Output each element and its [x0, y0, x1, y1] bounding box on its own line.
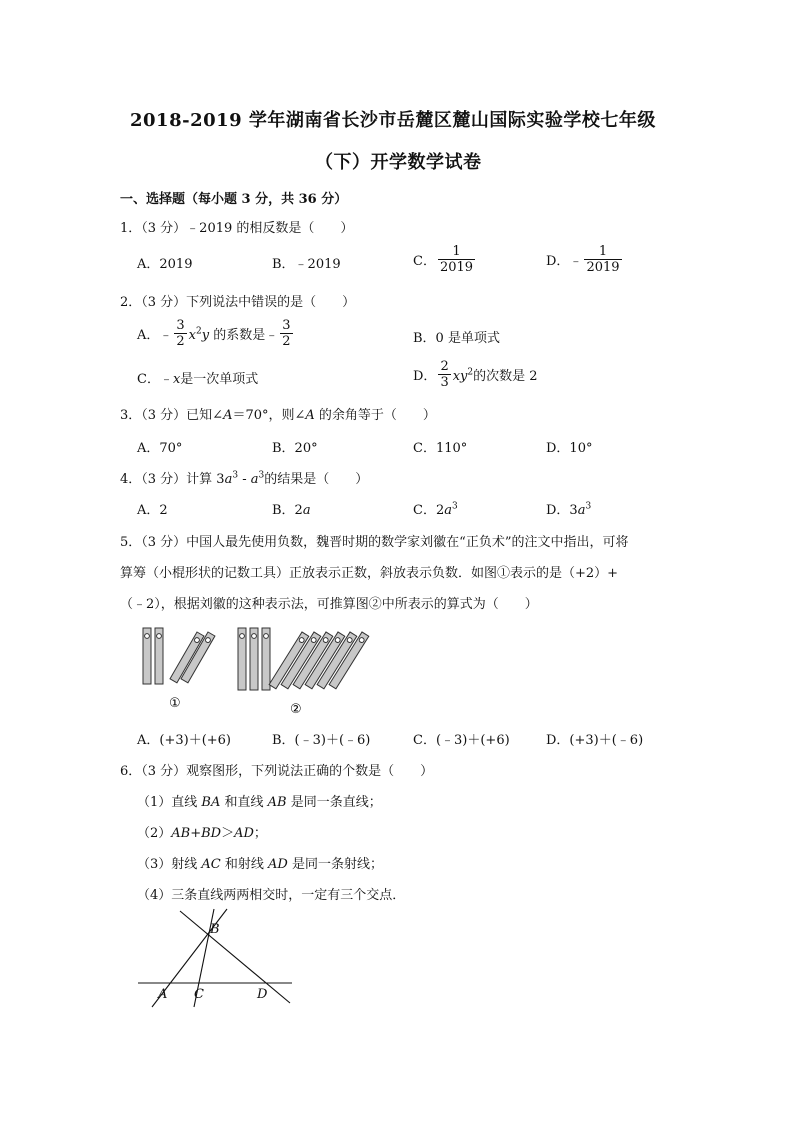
q6-statement-1: （1）直线 BA 和直线 AB 是同一条直线；	[137, 795, 382, 810]
q3-option-b: B．20°	[272, 441, 318, 456]
fig2-label: ②	[290, 702, 302, 717]
fig2-rod-upright-1	[238, 628, 246, 690]
q4-option-c: C．$2a^3$	[413, 501, 458, 518]
q2-stem: 2．（3 分）下列说法中错误的是（ ）	[120, 295, 356, 310]
counting-rod-figures	[135, 622, 395, 717]
q5-option-b: B．(﹣3)＋(﹣6)	[272, 733, 371, 748]
q5-option-c: C．(﹣3)＋(+6)	[413, 733, 510, 748]
q2-option-a: A．﹣ $\frac{3}{2}$ $x^2y$ 的系数是﹣ $\frac{3}{2}$	[137, 318, 291, 349]
fig1-label: ①	[169, 696, 181, 711]
q1-option-d: D．﹣ $\frac{1}{2019}$	[546, 244, 620, 275]
q6-statement-3: （3）射线 AC 和射线 AD 是同一条射线；	[137, 857, 383, 872]
q3-option-a: A．70°	[137, 441, 183, 456]
q4-stem: 4．（3 分）计算 $3a^3 - a^3$的结果是（ ）	[120, 470, 369, 487]
q5-option-a: A．(+3)＋(+6)	[137, 733, 232, 748]
q6-stem: 6．（3 分）观察图形，下列说法正确的个数是（ ）	[120, 764, 434, 779]
fig1-rod-upright-2	[155, 628, 163, 684]
q4-option-b: B．2a	[272, 503, 311, 518]
q4-option-d: D．$3a^3$	[546, 501, 592, 518]
fig2-rod-upright-3	[262, 628, 270, 690]
q1-option-b: B．﹣2019	[272, 257, 341, 272]
q3-option-c: C．110°	[413, 441, 468, 456]
q5-option-d: D．(+3)＋(﹣6)	[546, 733, 644, 748]
label-b: B	[210, 922, 220, 937]
q1-option-c: C． $\frac{1}{2019}$	[413, 244, 474, 275]
q5-line-1: 5．（3 分）中国人最先使用负数，魏晋时期的数学家刘徽在“正负术”的注文中指出，可将	[120, 535, 629, 550]
q2-option-d: D． $\frac{2}{3}$ $xy^2$的次数是 2	[413, 359, 538, 390]
fig1-rod-upright-1	[143, 628, 151, 684]
q1-stem: 1．（3 分）﹣2019 的相反数是（ ）	[120, 221, 354, 236]
q6-statement-2: （2）AB+BD＞AD；	[137, 826, 267, 841]
label-d: D	[257, 987, 268, 1002]
q5-line-3: （﹣2），根据刘徽的这种表示法，可推算图②中所表示的算式为（ ）	[120, 597, 538, 612]
q3-option-d: D．10°	[546, 441, 593, 456]
fig2-rod-upright-2	[250, 628, 258, 690]
q2-option-c: C．﹣x是一次单项式	[137, 372, 259, 387]
title-line-2: （下）开学数学试卷	[315, 152, 482, 173]
title-line-1: 2018-2019 学年湖南省长沙市岳麓区麓山国际实验学校七年级	[130, 110, 656, 131]
label-a: A	[158, 987, 168, 1002]
line-figure	[130, 905, 300, 1010]
q5-line-2: 算筹（小棍形状的记数工具）正放表示正数，斜放表示负数．如图①表示的是（+2）+	[120, 566, 619, 581]
q1-option-a: A．2019	[137, 257, 193, 272]
q6-statement-4: （4）三条直线两两相交时，一定有三个交点．	[137, 888, 406, 903]
section-heading: 一、选择题（每小题 3 分，共 36 分）	[120, 192, 348, 207]
q2-option-b: B．0 是单项式	[413, 331, 500, 346]
label-c: C	[194, 987, 204, 1002]
q3-stem: 3．（3 分）已知∠A＝70°，则∠A 的余角等于（ ）	[120, 408, 436, 423]
q4-option-a: A．2	[137, 503, 168, 518]
